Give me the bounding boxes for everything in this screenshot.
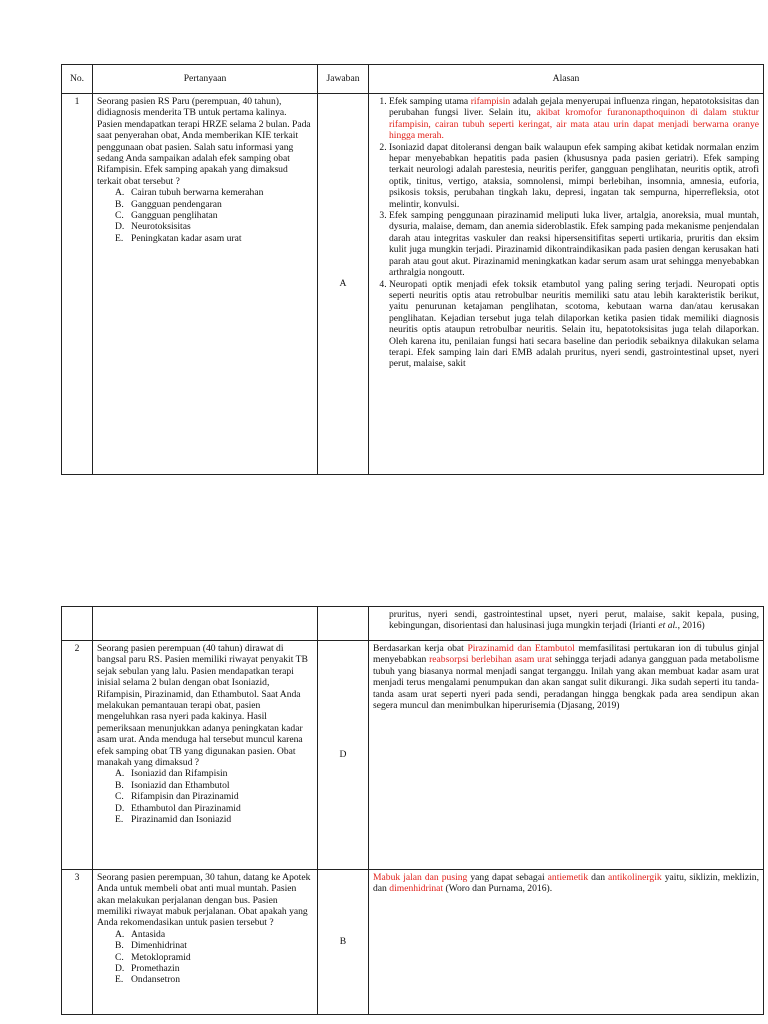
reason-item-4: 4. Neuropati optik menjadi efek toksik etambutol yang paling sering terjadi. Neuropati optis seperti neuritis optis atau retrobulbar neuritis memiliki satu atau lebih karakteristik berikut, yaitu penurunan ketajaman penglihatan, scotoma, kebutaan warna dan/atau kerusakan penglihatan. Kejadian tersebut juga telah dilaporkan ketika pasien tidak memiliki diagnosis neuritis optis ataupun retrobulbar neuritis. Selain itu, hepatotoksisitas juga telah dilaporkan. Oleh karena itu, penilaian fungsi hati secara baseline dan periodik sebaiknya dilakukan selama terapi. Efek samping lain dari EMB adalah pruritus, nyeri sendi, gastrointestinal upset, nyeri perut, malaise, sakit — [389, 279, 759, 370]
option-list — [97, 929, 313, 986]
question-cell — [93, 640, 318, 869]
option-d: D. Ethambutol dan Pirazinamid — [115, 802, 241, 814]
option-list — [97, 187, 313, 244]
question-table-page-2 — [61, 606, 764, 1015]
option-b: B. Gangguan pendengaran — [115, 198, 222, 210]
reason-cell: Mabuk jalan dan pusing yang dapat sebagai antiemetik dan antikolinergik yaitu, siklizin, meklizin, dan dimenhidrinat (Woro dan Purnama, 2016). — [369, 869, 764, 1014]
table-row-q1 — [62, 94, 764, 475]
row-number: 1 — [62, 94, 93, 475]
question-text: Seorang pasien perempuan (40 tahun) dirawat di bangsal paru RS. Pasien memiliki riwayat penyakit TB sejak sebulan yang lalu. Pasien mendapatkan terapi inisial selama 2 bulan dengan obat Isoniazid, Rifampisin, Pirazinamid, dan Ethambutol. Saat Anda melakukan pemantauan terapi obat, pasien mengeluhkan rasa nyeri pada kakinya. Hasil pemeriksaan menunjukkan adanya peningkatan kadar asam urat. Anda menduga hal tersebut muncul karena efek samping obat TB yang digunakan pasien. Obat manakah yang dimaksud ? — [97, 642, 308, 768]
reason-continuation: pruritus, nyeri sendi, gastrointestinal upset, nyeri perut, malaise, sakit kepala, pusing, kebingungan, disorientasi dan halusinasi juga mungkin terjadi (Irianti et al., 2016) — [369, 607, 764, 641]
header-answer: Jawaban — [318, 65, 369, 94]
header-reason: Alasan — [369, 65, 764, 94]
question-text: Seorang pasien RS Paru (perempuan, 40 tahun), didiagnosis menderita TB untuk pertama kalinya. Pasien mendapatkan terapi HRZE selama 2 bulan. Pada saat penyerahan obat, Anda memberikan KIE terkait penggunaan obat pasien. Salah satu informasi yang sedang Anda sampaikan adalah efek samping obat Rifampisin. Efek samping apakah yang dimaksud terkait obat tersebut ? — [97, 96, 311, 187]
option-b: B. Isoniazid dan Ethambutol — [115, 779, 230, 791]
option-c: C. Rifampisin dan Pirazinamid — [115, 791, 239, 803]
answer-cell: D — [318, 640, 369, 869]
option-c: C. Metoklopramid — [115, 951, 191, 963]
table-row-q3 — [62, 869, 764, 1014]
option-c: C. Gangguan penglihatan — [115, 210, 218, 222]
header-no: No. — [62, 65, 93, 94]
table-row-continuation — [62, 607, 764, 641]
option-b: B. Dimenhidrinat — [115, 940, 187, 952]
option-d: D. Promethazin — [115, 962, 180, 974]
option-a: A. Antasida — [115, 928, 166, 940]
reason-item-3: 3. Efek samping penggunaan pirazinamid meliputi luka liver, artalgia, anoreksia, mual muntah, dysuria, malaise, demam, dan anemia sideroblastik. Efek samping pada mekanisme penjendalan darah atau integritas vaskuler dan reaksi hipersensitifitas seperti urtikaria, pruritis dan eksim kulit juga mungkin terjadi. Pirazinamid dikontraindikasikan pada pasien dengan kerusakan hati parah atau gout akut. Pirazinamid meningkatkan kadar serum asam urat sehingga menyebabkan arthralgia nongoutt. — [389, 210, 759, 278]
answer-cell: A — [318, 94, 369, 475]
option-e: E. Pirazinamid dan Isoniazid — [115, 814, 232, 826]
option-e: E. Ondansetron — [115, 974, 181, 986]
question-cell — [93, 869, 318, 1014]
reason-cell: Berdasarkan kerja obat Pirazinamid dan Etambutol memfasilitasi pertukaran ion di tubulus ginjal menyebabkan reabsorpsi berlebihan asam urat sehingga terjadi adanya gangguan pada metabolisme tubuh yang biasanya normal menjadi sangat terganggu. Inilah yang akan membuat kadar asam urat menjadi terus mengalami penumpukan dan akan sangat sulit dikurangi. Jika sudah seperti itu tanda-tanda asam urat seperti nyeri pada sendi, peradangan hingga bengkak pada area sendipun akan segera muncul dan menimbulkan hiperurisemia (Djasang, 2019) — [369, 640, 764, 869]
question-cell — [93, 94, 318, 475]
option-list — [97, 768, 313, 825]
option-e: E. Peningkatan kadar asam urat — [115, 232, 242, 244]
table-row-q2 — [62, 640, 764, 869]
option-a: A. Isoniazid dan Rifampisin — [115, 768, 228, 780]
row-number: 3 — [62, 869, 93, 1014]
reason-item-1: 1. Efek samping utama rifampisin adalah gejala menyerupai influenza ringan, hepatotoksisitas dan perubahan fungsi liver. Selain itu, akibat kromofor furanonapthoquinon di dalam stuktur rifampisin, cairan tubuh seperti keringat, air mata atau urin dapat menjadi berwarna oranye hingga merah. — [389, 96, 759, 142]
reason-list — [373, 96, 759, 370]
table-header-row — [62, 65, 764, 94]
option-d: D. Neurotoksisitas — [115, 221, 191, 233]
reason-cell — [369, 94, 764, 475]
question-text: Seorang pasien perempuan, 30 tahun, datang ke Apotek Anda untuk membeli obat anti mual muntah. Pasien akan melakukan perjalanan dengan bus. Pasien memiliki riwayat mabuk perjalanan. Obat apakah yang Anda rekomendasikan untuk pasien tersebut ? — [97, 871, 311, 929]
header-question: Pertanyaan — [93, 65, 318, 94]
row-number: 2 — [62, 640, 93, 869]
answer-cell: B — [318, 869, 369, 1014]
reason-item-2: 2. Isoniazid dapat ditoleransi dengan baik walaupun efek samping akibat ketidak normalan enzim hepar menyebabkan hepatitis pada pasien (khususnya pada pasien geriatri). Efek samping terkait neurologi adalah parestesia, neuritis perifer, gangguan penglihatan, neuritis optik, atrofi optik, tinitus, vertigo, ataksia, somnolensi, mimpi berlebihan, insomnia, amnesia, euforia, psikosis toksis, perubahan tingkah laku, depresi, ingatan tak sempurna, hiperrefleksia, otot melintir, konvulsi. — [389, 142, 759, 210]
option-a: A. Cairan tubuh berwarna kemerahan — [115, 187, 264, 199]
question-table-page-1 — [61, 64, 764, 475]
